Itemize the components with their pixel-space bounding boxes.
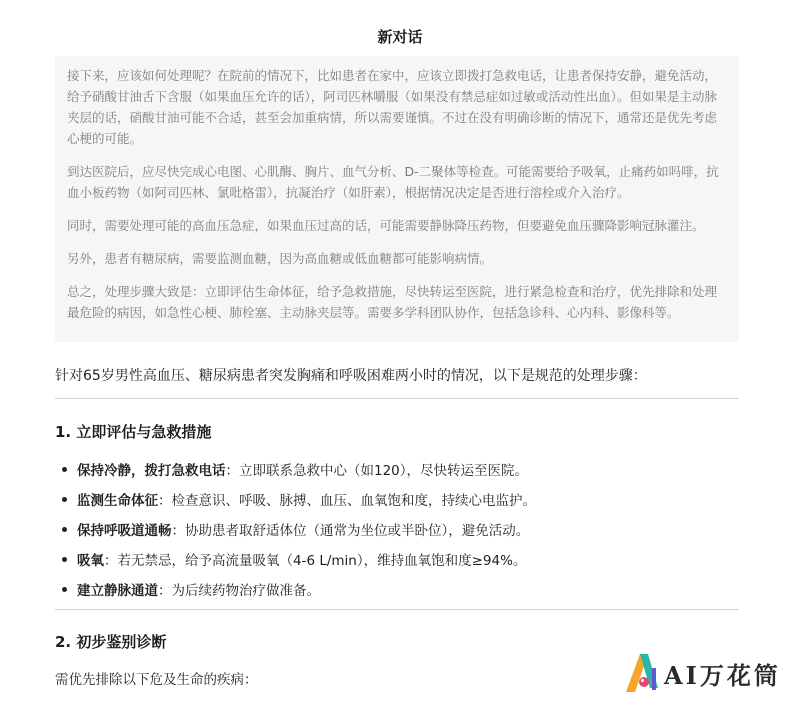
item-text: ：立即联系急救中心（如120），尽快转运至医院。 — [225, 463, 529, 479]
item-text: ：为后续药物治疗做准备。 — [158, 583, 320, 599]
bullet-icon — [62, 527, 67, 532]
list-item — [62, 486, 742, 516]
item-title: 保持冷静，拨打急救电话 — [77, 463, 226, 479]
item-text: ：协助患者取舒适体位（通常为坐位或半卧位），避免活动。 — [171, 523, 530, 539]
bullet-icon — [62, 467, 67, 472]
ai-logo-icon — [622, 648, 664, 696]
bullet-icon — [62, 587, 67, 592]
thinking-block — [55, 56, 739, 342]
list-item — [62, 516, 742, 546]
item-title: 保持呼吸道通畅 — [77, 523, 172, 539]
section-heading: 2. 初步鉴别诊断 — [55, 633, 167, 651]
answer-intro: 针对65岁男性高血压、糖尿病患者突发胸痛和呼吸困难两小时的情况，以下是规范的处理步骤： — [55, 368, 647, 384]
list-item — [62, 576, 742, 606]
bullet-icon — [62, 557, 67, 562]
thinking-paragraph: 到达医院后，应尽快完成心电图、心肌酶、胸片、血气分析、D-二聚体等检查。可能需要给予吸氧，止痛药如吗啡，抗血小板药物（如阿司匹林、氯吡格雷），抗凝治疗（如肝素），根据情况决定是否进行溶栓或介入治疗。 — [67, 164, 719, 200]
item-text: ：检查意识、呼吸、脉搏、血压、血氧饱和度，持续心电监护。 — [158, 493, 536, 509]
thinking-paragraph: 接下来，应该如何处理呢？在院前的情况下，比如患者在家中，应该立即拨打急救电话，让患者保持安静，避免活动，给予硝酸甘油舌下含服（如果血压允许的话），阿司匹林嚼服（如果没有禁忌症如过敏或活动性出血）。但如果是主动脉夹层的话，硝酸甘油可能不合适，甚至会加重病情，所以需要谨慎。不过在没有明确诊断的情况下，通常还是优先考虑心梗的可能。 — [67, 68, 718, 146]
watermark-text: AI万花筒 — [664, 661, 781, 690]
list-item — [62, 546, 742, 576]
divider — [55, 609, 739, 610]
thinking-paragraph: 同时，需要处理可能的高血压急症，如果血压过高的话，可能需要静脉降压药物，但要避免血压骤降影响冠脉灌注。 — [67, 218, 705, 233]
item-title: 建立静脉通道 — [77, 583, 158, 599]
thinking-paragraph: 另外，患者有糖尿病，需要监测血糖，因为高血糖或低血糖都可能影响病情。 — [67, 251, 493, 266]
list-item — [62, 456, 742, 486]
divider — [55, 398, 739, 399]
item-title: 吸氧 — [77, 553, 104, 569]
section-intro: 需优先排除以下危及生命的疾病： — [55, 672, 258, 688]
item-title: 监测生命体征 — [77, 493, 158, 509]
item-text: ：若无禁忌，给予高流量吸氧（4-6 L/min），维持血氧饱和度≥94%。 — [104, 553, 527, 569]
page-title: 新对话 — [377, 28, 423, 46]
bullet-icon — [62, 497, 67, 502]
section-heading: 1. 立即评估与急救措施 — [55, 423, 212, 441]
thinking-paragraph: 总之，处理步骤大致是：立即评估生命体征，给予急救措施，尽快转运至医院，进行紧急检查和治疗，优先排除和处理最危险的病因，如急性心梗、肺栓塞、主动脉夹层等。需要多学科团队协作，包括急诊科、心内科、影像科等。 — [67, 284, 718, 320]
watermark-logo — [622, 648, 792, 696]
step-list — [62, 456, 742, 606]
